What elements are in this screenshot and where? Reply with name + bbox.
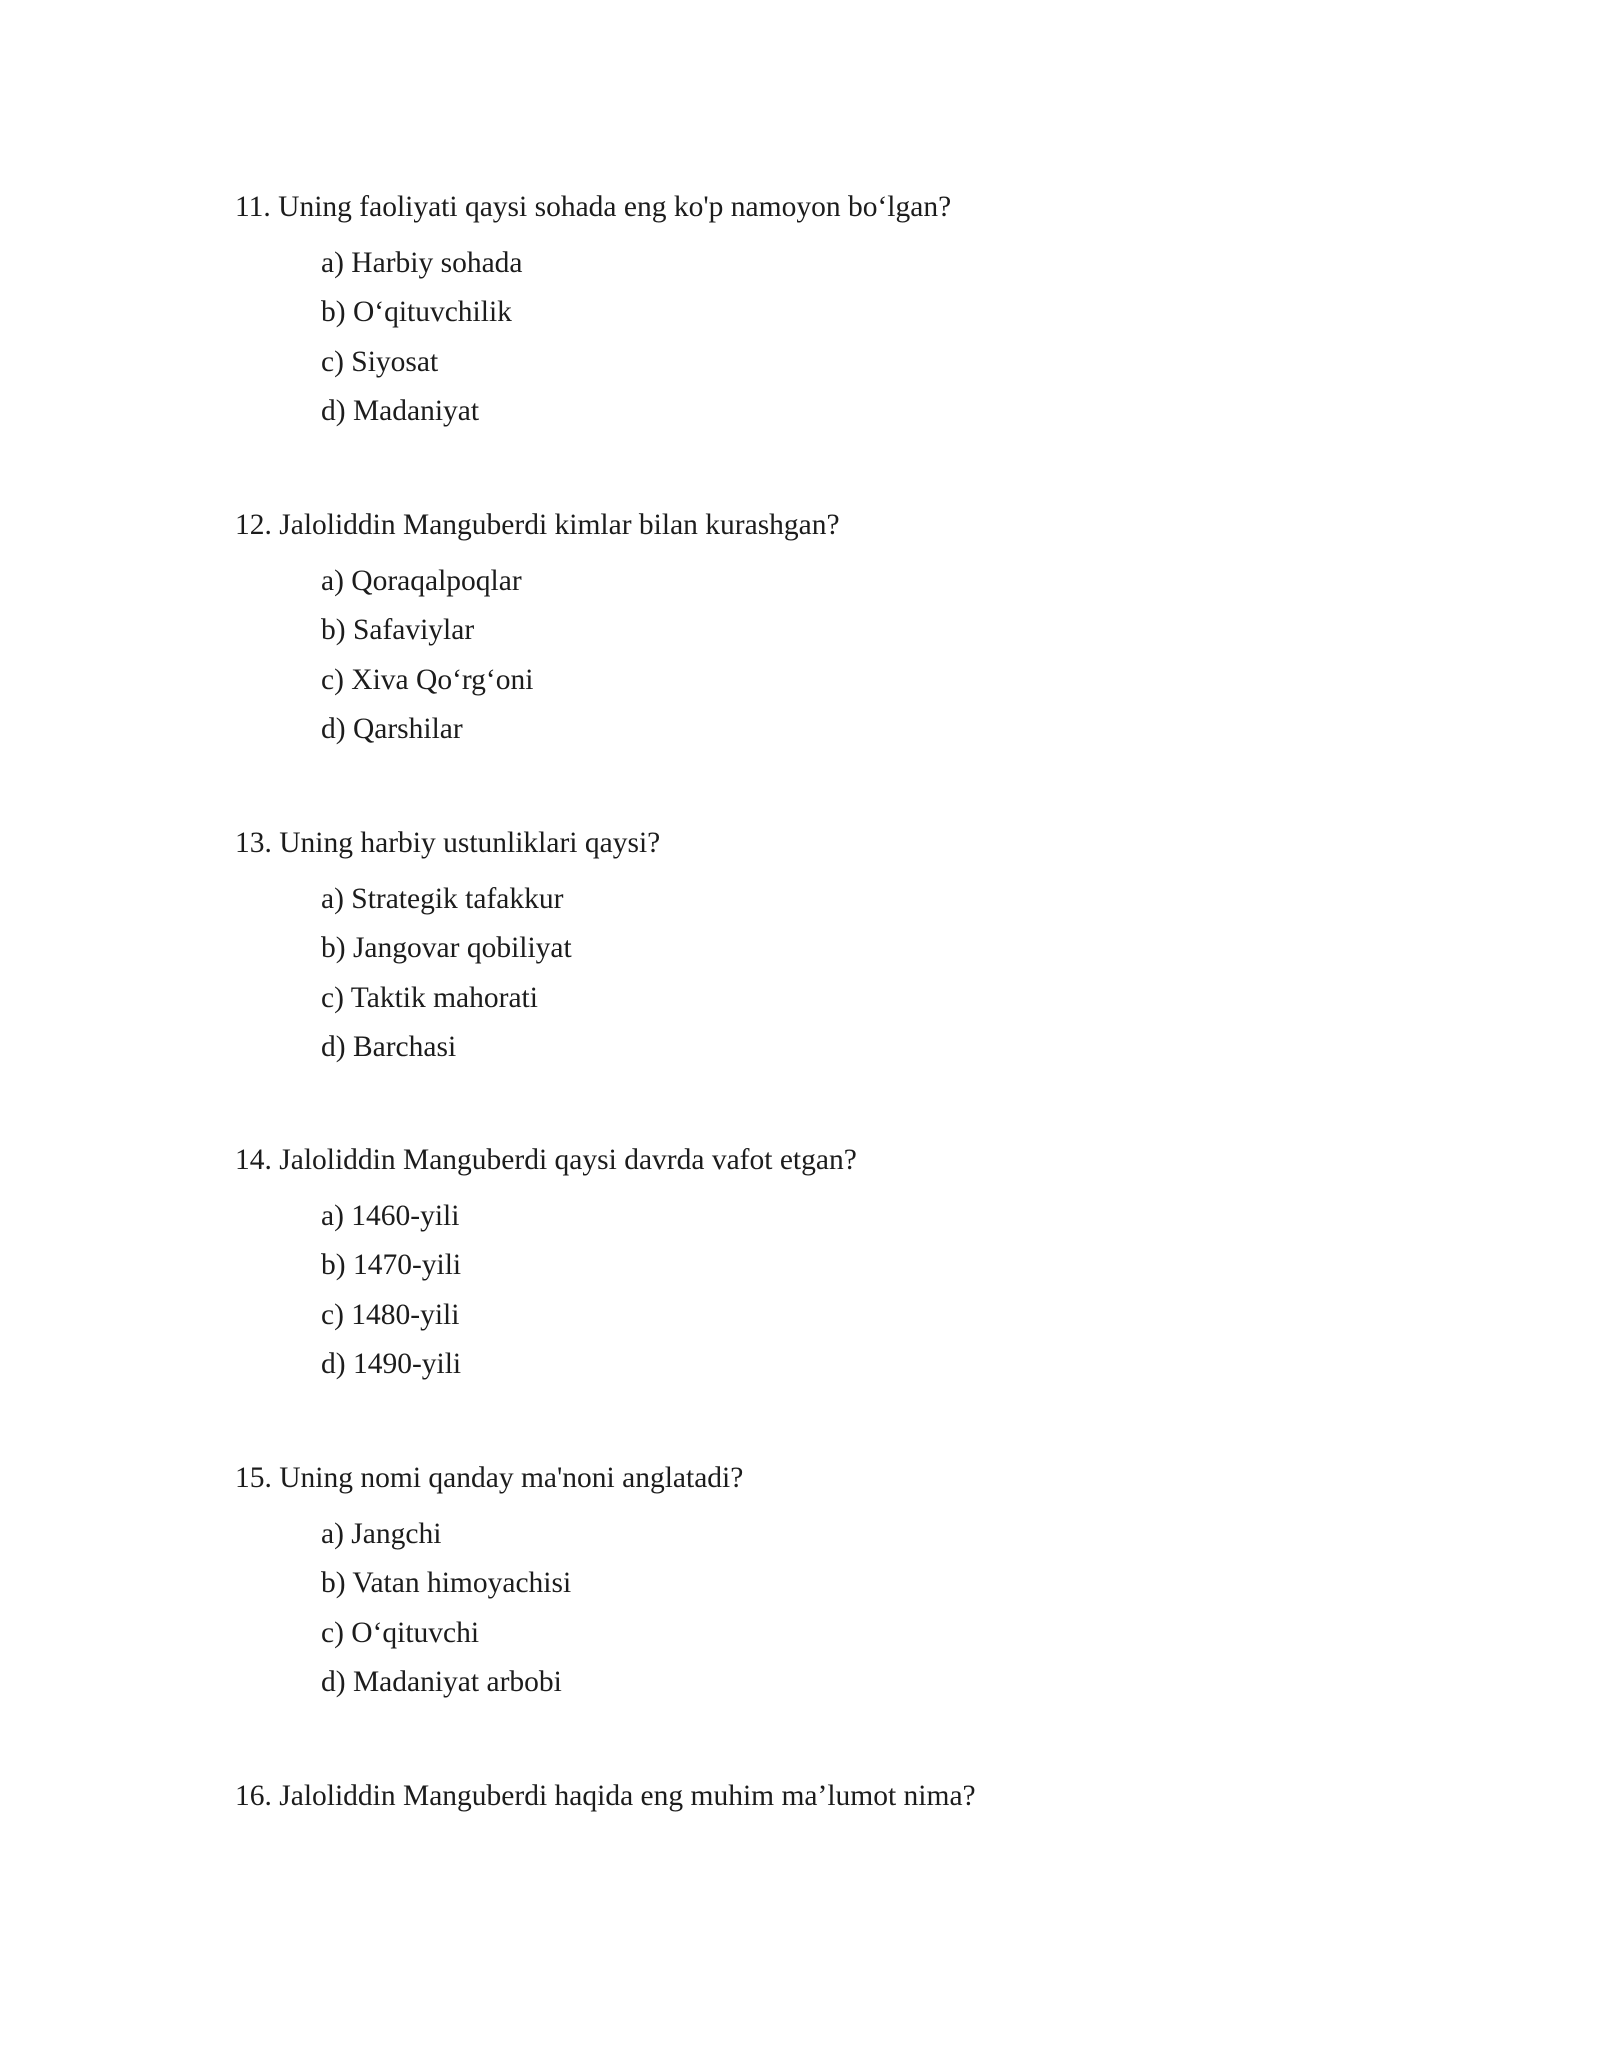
question-13 xyxy=(235,826,1435,1079)
question-text: 14. Jaloliddin Manguberdi qaysi davrda vafot etgan? xyxy=(235,1144,857,1176)
question-text: 13. Uning harbiy ustunliklari qaysi? xyxy=(235,827,661,859)
option-c: c) O‘qituvchi xyxy=(321,1616,480,1649)
option-b: b) Jangovar qobiliyat xyxy=(321,932,572,965)
option-a: a) Qoraqalpoqlar xyxy=(321,565,522,597)
option-a: a) Jangchi xyxy=(321,1518,442,1550)
option-c: c) Siyosat xyxy=(321,345,439,378)
answer-options xyxy=(235,882,1435,1079)
option-c: c) 1480-yili xyxy=(321,1298,460,1331)
answer-options xyxy=(235,1517,1435,1714)
option-c: c) Xiva Qo‘rg‘oni xyxy=(321,663,534,696)
question-14 xyxy=(235,1143,1435,1396)
question-11 xyxy=(235,190,1435,443)
option-d: d) 1490-yili xyxy=(321,1347,462,1380)
question-text: 11. Uning faoliyati qaysi sohada eng ko'p namoyon bo‘lgan? xyxy=(235,191,952,223)
option-c: c) Taktik mahorati xyxy=(321,981,538,1014)
option-a: a) Strategik tafakkur xyxy=(321,883,564,915)
question-16 xyxy=(235,1779,1435,1813)
option-d: d) Barchasi xyxy=(321,1030,457,1063)
answer-options xyxy=(235,1199,1435,1396)
answer-options xyxy=(235,246,1435,443)
option-b: b) Safaviylar xyxy=(321,614,475,647)
option-d: d) Madaniyat xyxy=(321,394,480,427)
answer-options xyxy=(235,564,1435,761)
question-text: 15. Uning nomi qanday ma'noni anglatadi? xyxy=(235,1462,744,1494)
option-a: a) 1460-yili xyxy=(321,1200,460,1232)
question-text: 16. Jaloliddin Manguberdi haqida eng muhim ma’lumot nima? xyxy=(235,1780,976,1812)
option-d: d) Qarshilar xyxy=(321,712,463,745)
option-a: a) Harbiy sohada xyxy=(321,247,523,279)
question-15 xyxy=(235,1461,1435,1714)
question-text: 12. Jaloliddin Manguberdi kimlar bilan kurashgan? xyxy=(235,509,840,541)
option-b: b) O‘qituvchilik xyxy=(321,296,512,329)
option-b: b) 1470-yili xyxy=(321,1249,462,1282)
question-12 xyxy=(235,508,1435,761)
option-b: b) Vatan himoyachisi xyxy=(321,1567,572,1600)
option-d: d) Madaniyat arbobi xyxy=(321,1665,562,1698)
